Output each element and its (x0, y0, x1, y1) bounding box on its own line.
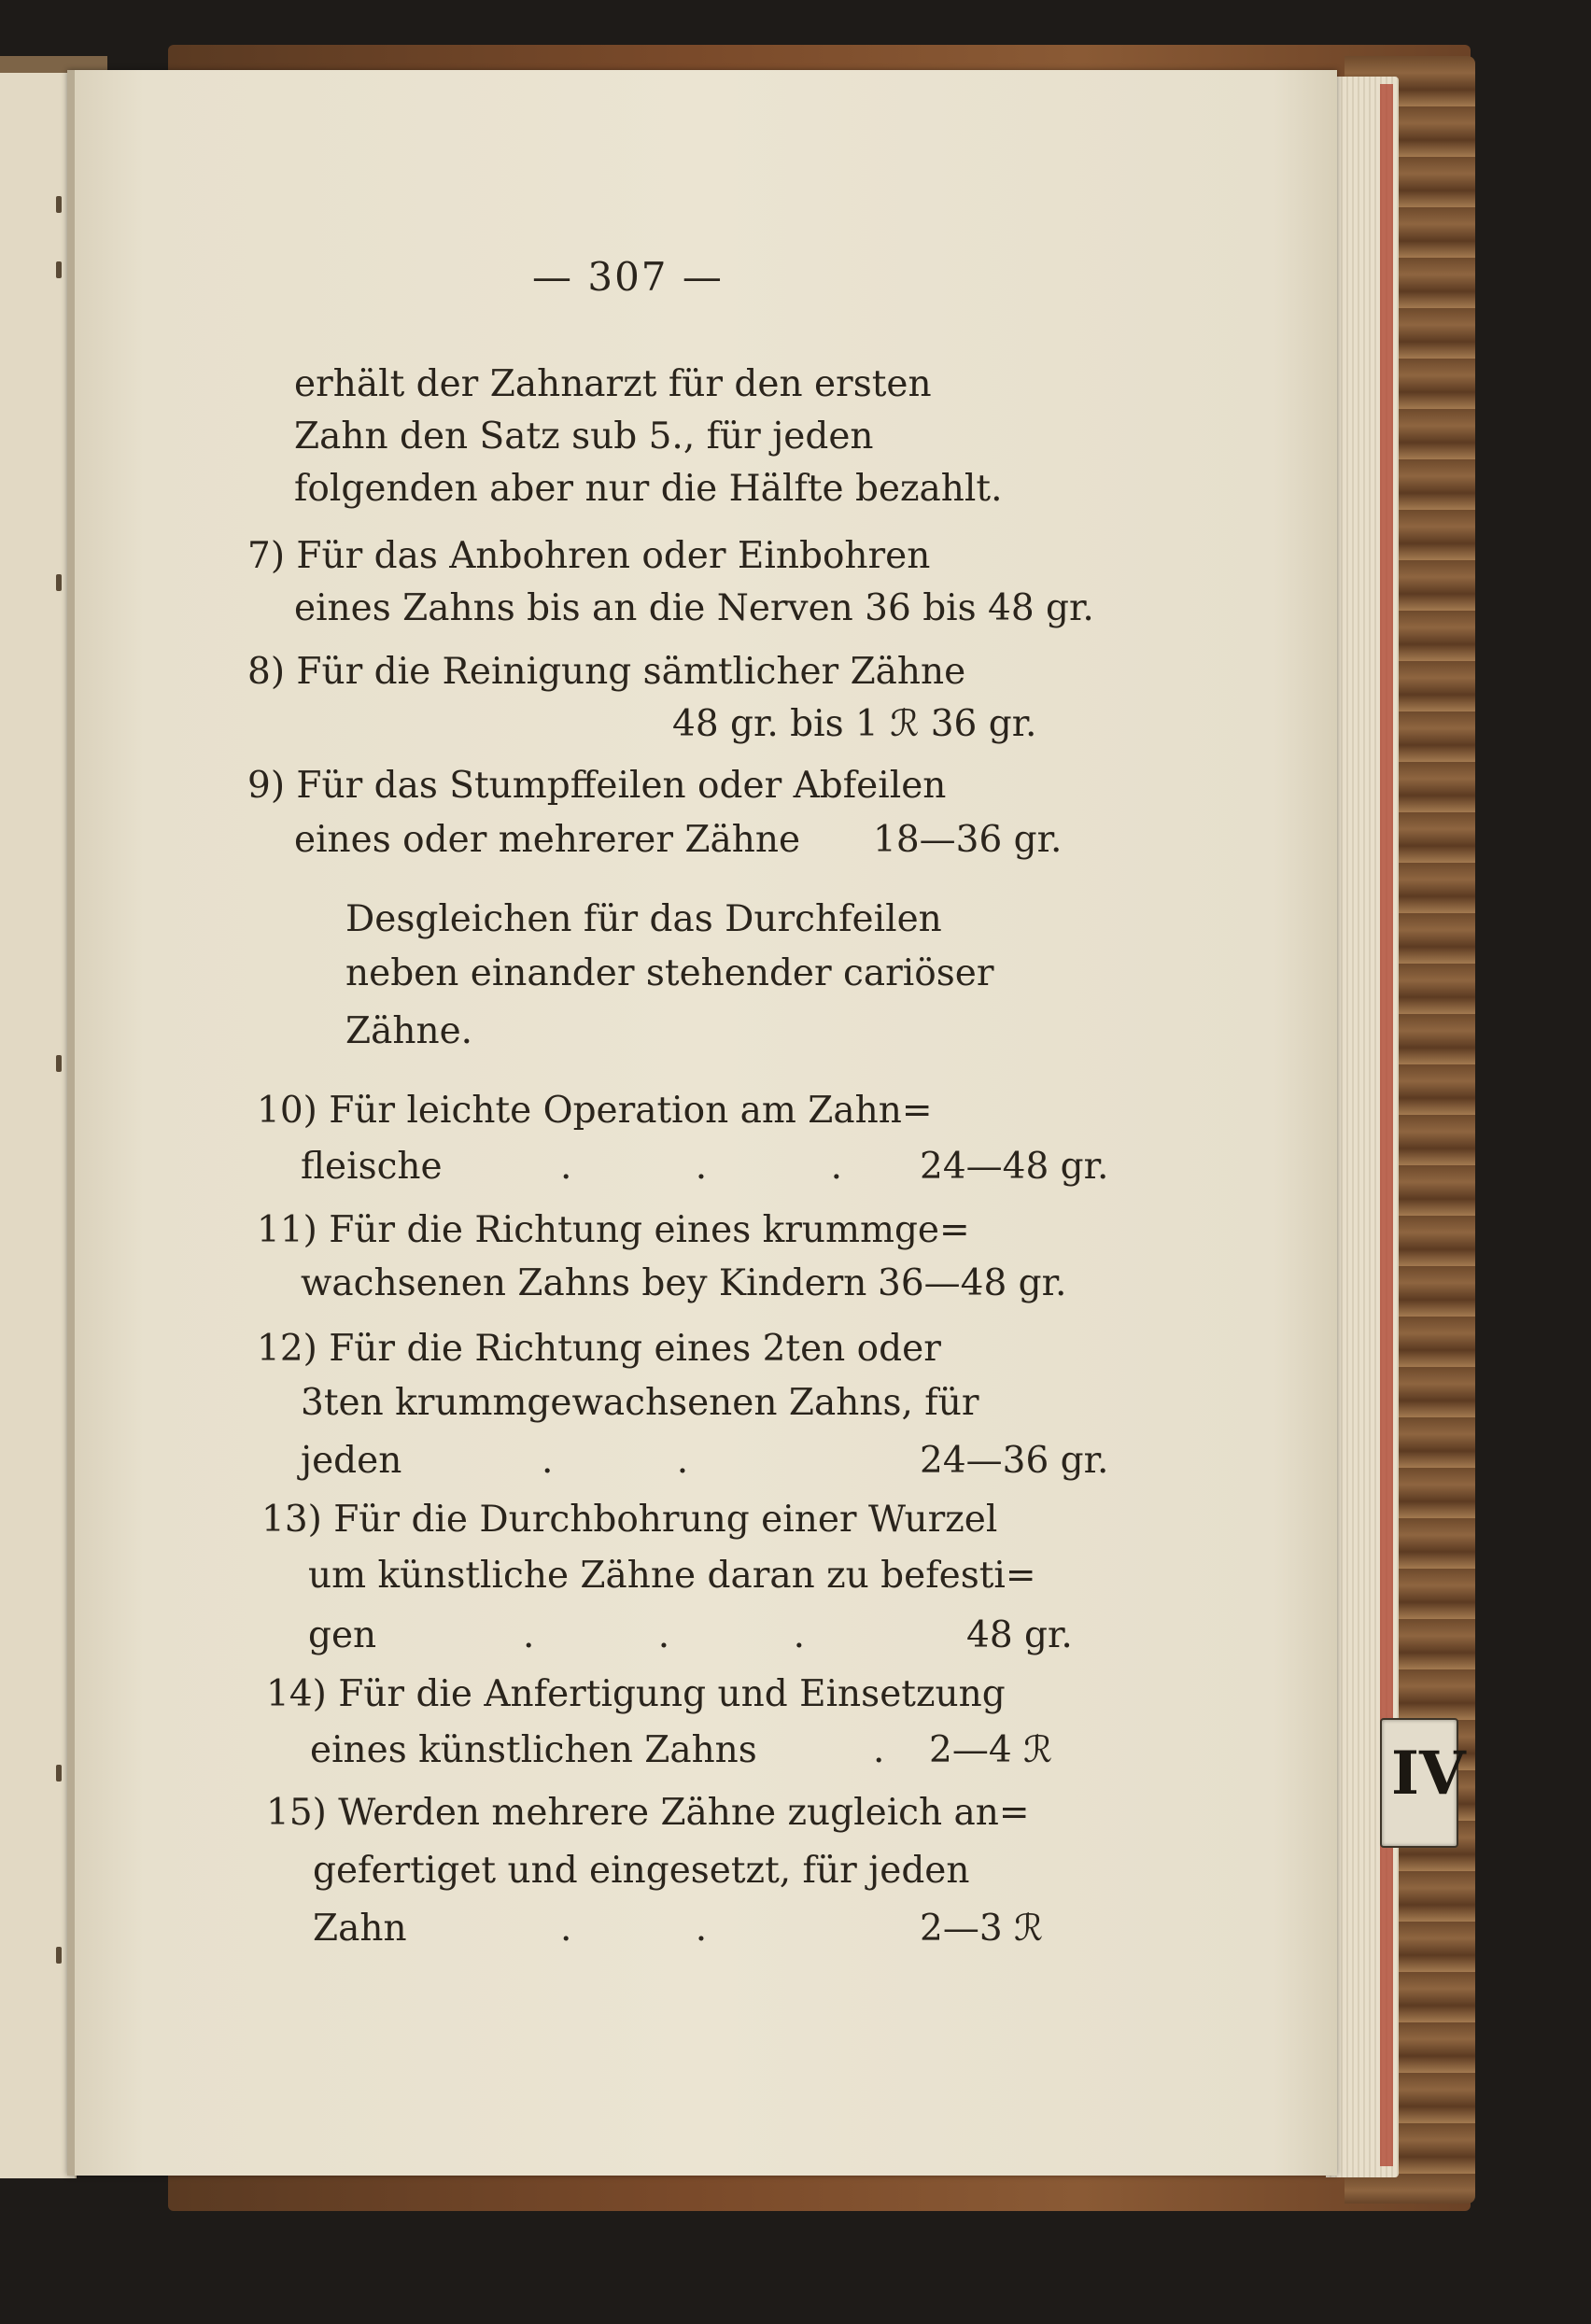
item-9b-line-1: Desgleichen für das Durchfeilen (345, 898, 942, 940)
item-14-line-2: eines künstlichen Zahns (310, 1729, 757, 1771)
item-15-line-2: gefertiget und eingesetzt, für jeden (313, 1850, 970, 1892)
leader-dots: . (873, 1729, 941, 1771)
thumb-index-tab-label: IV (1391, 1739, 1466, 1809)
item-11-line-1: 11) Für die Richtung eines krummge= (257, 1209, 970, 1251)
item-8-line-1: 8) Für die Reinigung sämtlicher Zähne (247, 651, 966, 693)
page-number: — 307 — (532, 254, 724, 300)
item-12-line-2: 3ten krummgewachsenen Zahns, für (301, 1382, 979, 1424)
binding-stitch (56, 1765, 62, 1782)
item-9b-line-2: neben einander stehender cariöser (345, 952, 994, 994)
item-13-line-1: 13) Für die Durchbohrung einer Wurzel (261, 1499, 998, 1541)
binding-stitch (56, 1947, 62, 1964)
item-15-price: 2—3 ℛ (920, 1908, 1044, 1950)
item-10-price: 24—48 gr. (920, 1146, 1109, 1188)
leader-dots: . . (560, 1908, 764, 1950)
leader-dots: . . . (560, 1146, 898, 1188)
item-14-price: 2—4 ℛ (929, 1729, 1053, 1771)
binding-stitch (56, 261, 62, 278)
item-9-price: 18—36 gr. (873, 819, 1063, 861)
item-15-line-3: Zahn (313, 1908, 407, 1950)
binding-stitch (56, 196, 62, 213)
item-10-line-2: fleische (301, 1146, 443, 1188)
item-13-line-2: um künstliche Zähne daran zu befesti= (308, 1555, 1036, 1597)
binding-stitch (56, 1055, 62, 1072)
item-15-line-1: 15) Werden mehrere Zähne zugleich an= (266, 1792, 1030, 1834)
item-12-line-3: jeden (301, 1440, 402, 1482)
item-11-price: 36—48 gr. (878, 1262, 1067, 1304)
item-8-price: 48 gr. bis 1 ℛ 36 gr. (672, 703, 1037, 745)
leader-dots: . . . (523, 1614, 861, 1656)
text-line: erhält der Zahnarzt für den ersten (294, 363, 932, 405)
text-line: folgenden aber nur die Hälfte bezahlt. (294, 468, 1003, 510)
item-13-price: 48 gr. (966, 1614, 1073, 1656)
item-7-line-1: 7) Für das Anbohren oder Einbohren (247, 535, 931, 577)
page-edge-red-stain (1380, 84, 1393, 2166)
item-12-line-1: 12) Für die Richtung eines 2ten oder (257, 1328, 941, 1370)
binding-stitch (56, 574, 62, 591)
item-9-line-2: eines oder mehrerer Zähne (294, 819, 801, 861)
leader-dots: . . (542, 1440, 745, 1482)
thumb-index-tab[interactable] (1380, 1718, 1466, 1848)
text-line: Zahn den Satz sub 5., für jeden (294, 416, 874, 458)
page-gutter (67, 70, 75, 2176)
item-11-line-2: wachsenen Zahns bey Kindern (301, 1262, 867, 1304)
item-12-price: 24—36 gr. (920, 1440, 1109, 1482)
previous-page-edge (0, 73, 77, 2178)
item-10-line-1: 10) Für leichte Operation am Zahn= (257, 1090, 933, 1132)
item-14-line-1: 14) Für die Anfertigung und Einsetzung (266, 1673, 1006, 1715)
item-7-line-2: eines Zahns bis an die Nerven 36 bis 48 gr. (294, 587, 1094, 629)
item-9-line-1: 9) Für das Stumpffeilen oder Abfeilen (247, 765, 947, 807)
item-9b-line-3: Zähne. (345, 1010, 473, 1052)
item-13-line-3: gen (308, 1614, 377, 1656)
